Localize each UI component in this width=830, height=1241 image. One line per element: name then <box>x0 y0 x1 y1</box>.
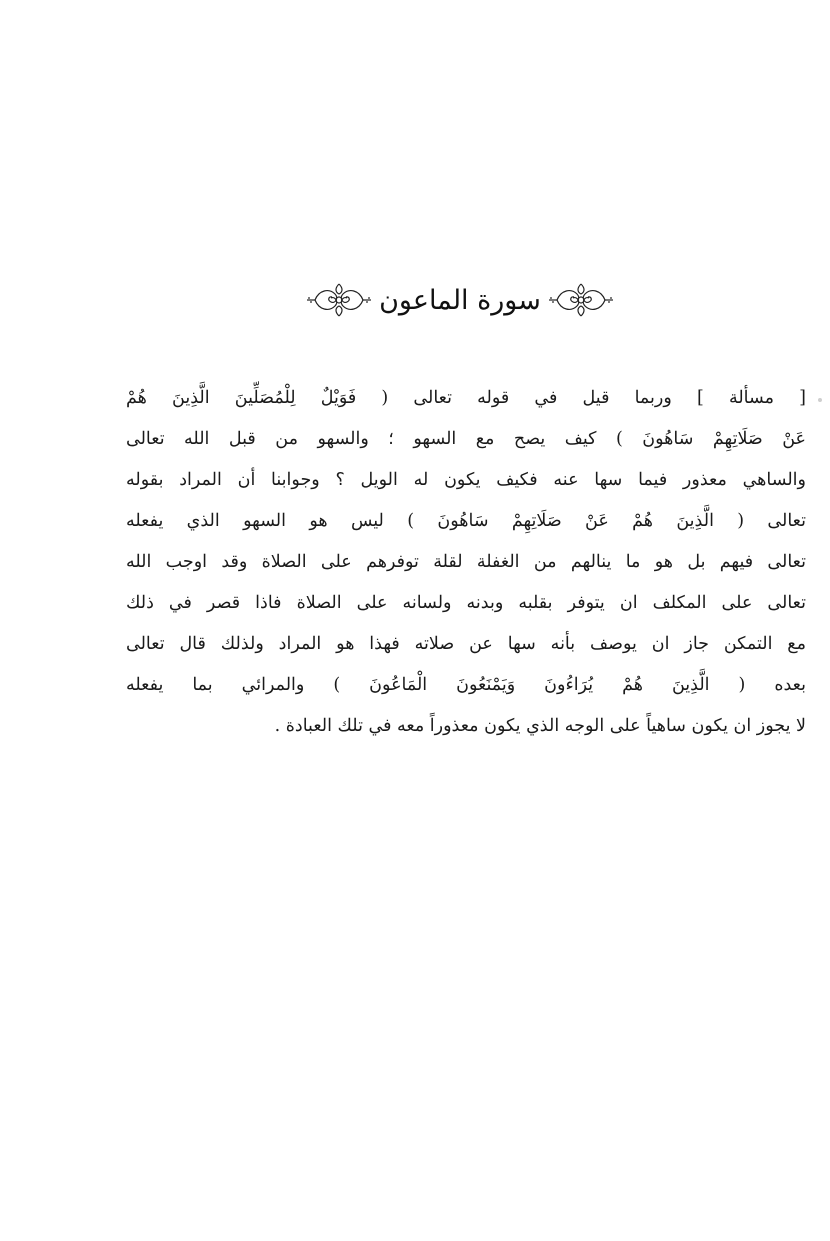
scan-speck <box>818 398 822 402</box>
text-line: بعده ( الَّذِينَ هُمْ يُرَاءُونَ وَيَمْنَعُونَ الْمَاعُونَ ) والمرائي بما يفعله <box>126 675 806 695</box>
ornament-icon <box>547 278 615 322</box>
text-line: لا يجوز ان يكون ساهياً على الوجه الذي يكون معذوراً معه في تلك العبادة . <box>274 716 806 736</box>
text-line: عَنْ صَلَاتِهِمْ سَاهُونَ ) كيف يصح مع السهو ؛ والسهو من قبل الله تعالى <box>126 429 806 449</box>
surah-heading <box>310 272 610 328</box>
surah-title: سورة الماعون <box>379 284 541 316</box>
text-line: تعالى فيهم بل هو ما ينالهم من الغفلة لقلة توفرهم على الصلاة وقد اوجب الله <box>126 552 806 572</box>
text-line: تعالى على المكلف ان يتوفر بقلبه وبدنه ولسانه على الصلاة فاذا قصر في ذلك <box>126 593 806 613</box>
text-line: مع التمكن جاز ان يوصف بأنه سها عن صلاته فهذا هو المراد ولذلك قال تعالى <box>126 634 806 654</box>
text-line: تعالى ( الَّذِينَ هُمْ عَنْ صَلَاتِهِمْ سَاهُونَ ) ليس هو السهو الذي يفعله <box>126 511 806 531</box>
body-paragraph <box>126 378 806 747</box>
text-line: والساهي معذور فيما سها عنه فكيف يكون له الويل ؟ وجوابنا أن المراد بقوله <box>126 470 806 490</box>
ornament-icon <box>305 278 373 322</box>
text-line: [ مسألة ] وربما قيل في قوله تعالى ( فَوَيْلٌ لِلْمُصَلِّينَ الَّذِينَ هُمْ <box>126 388 806 408</box>
